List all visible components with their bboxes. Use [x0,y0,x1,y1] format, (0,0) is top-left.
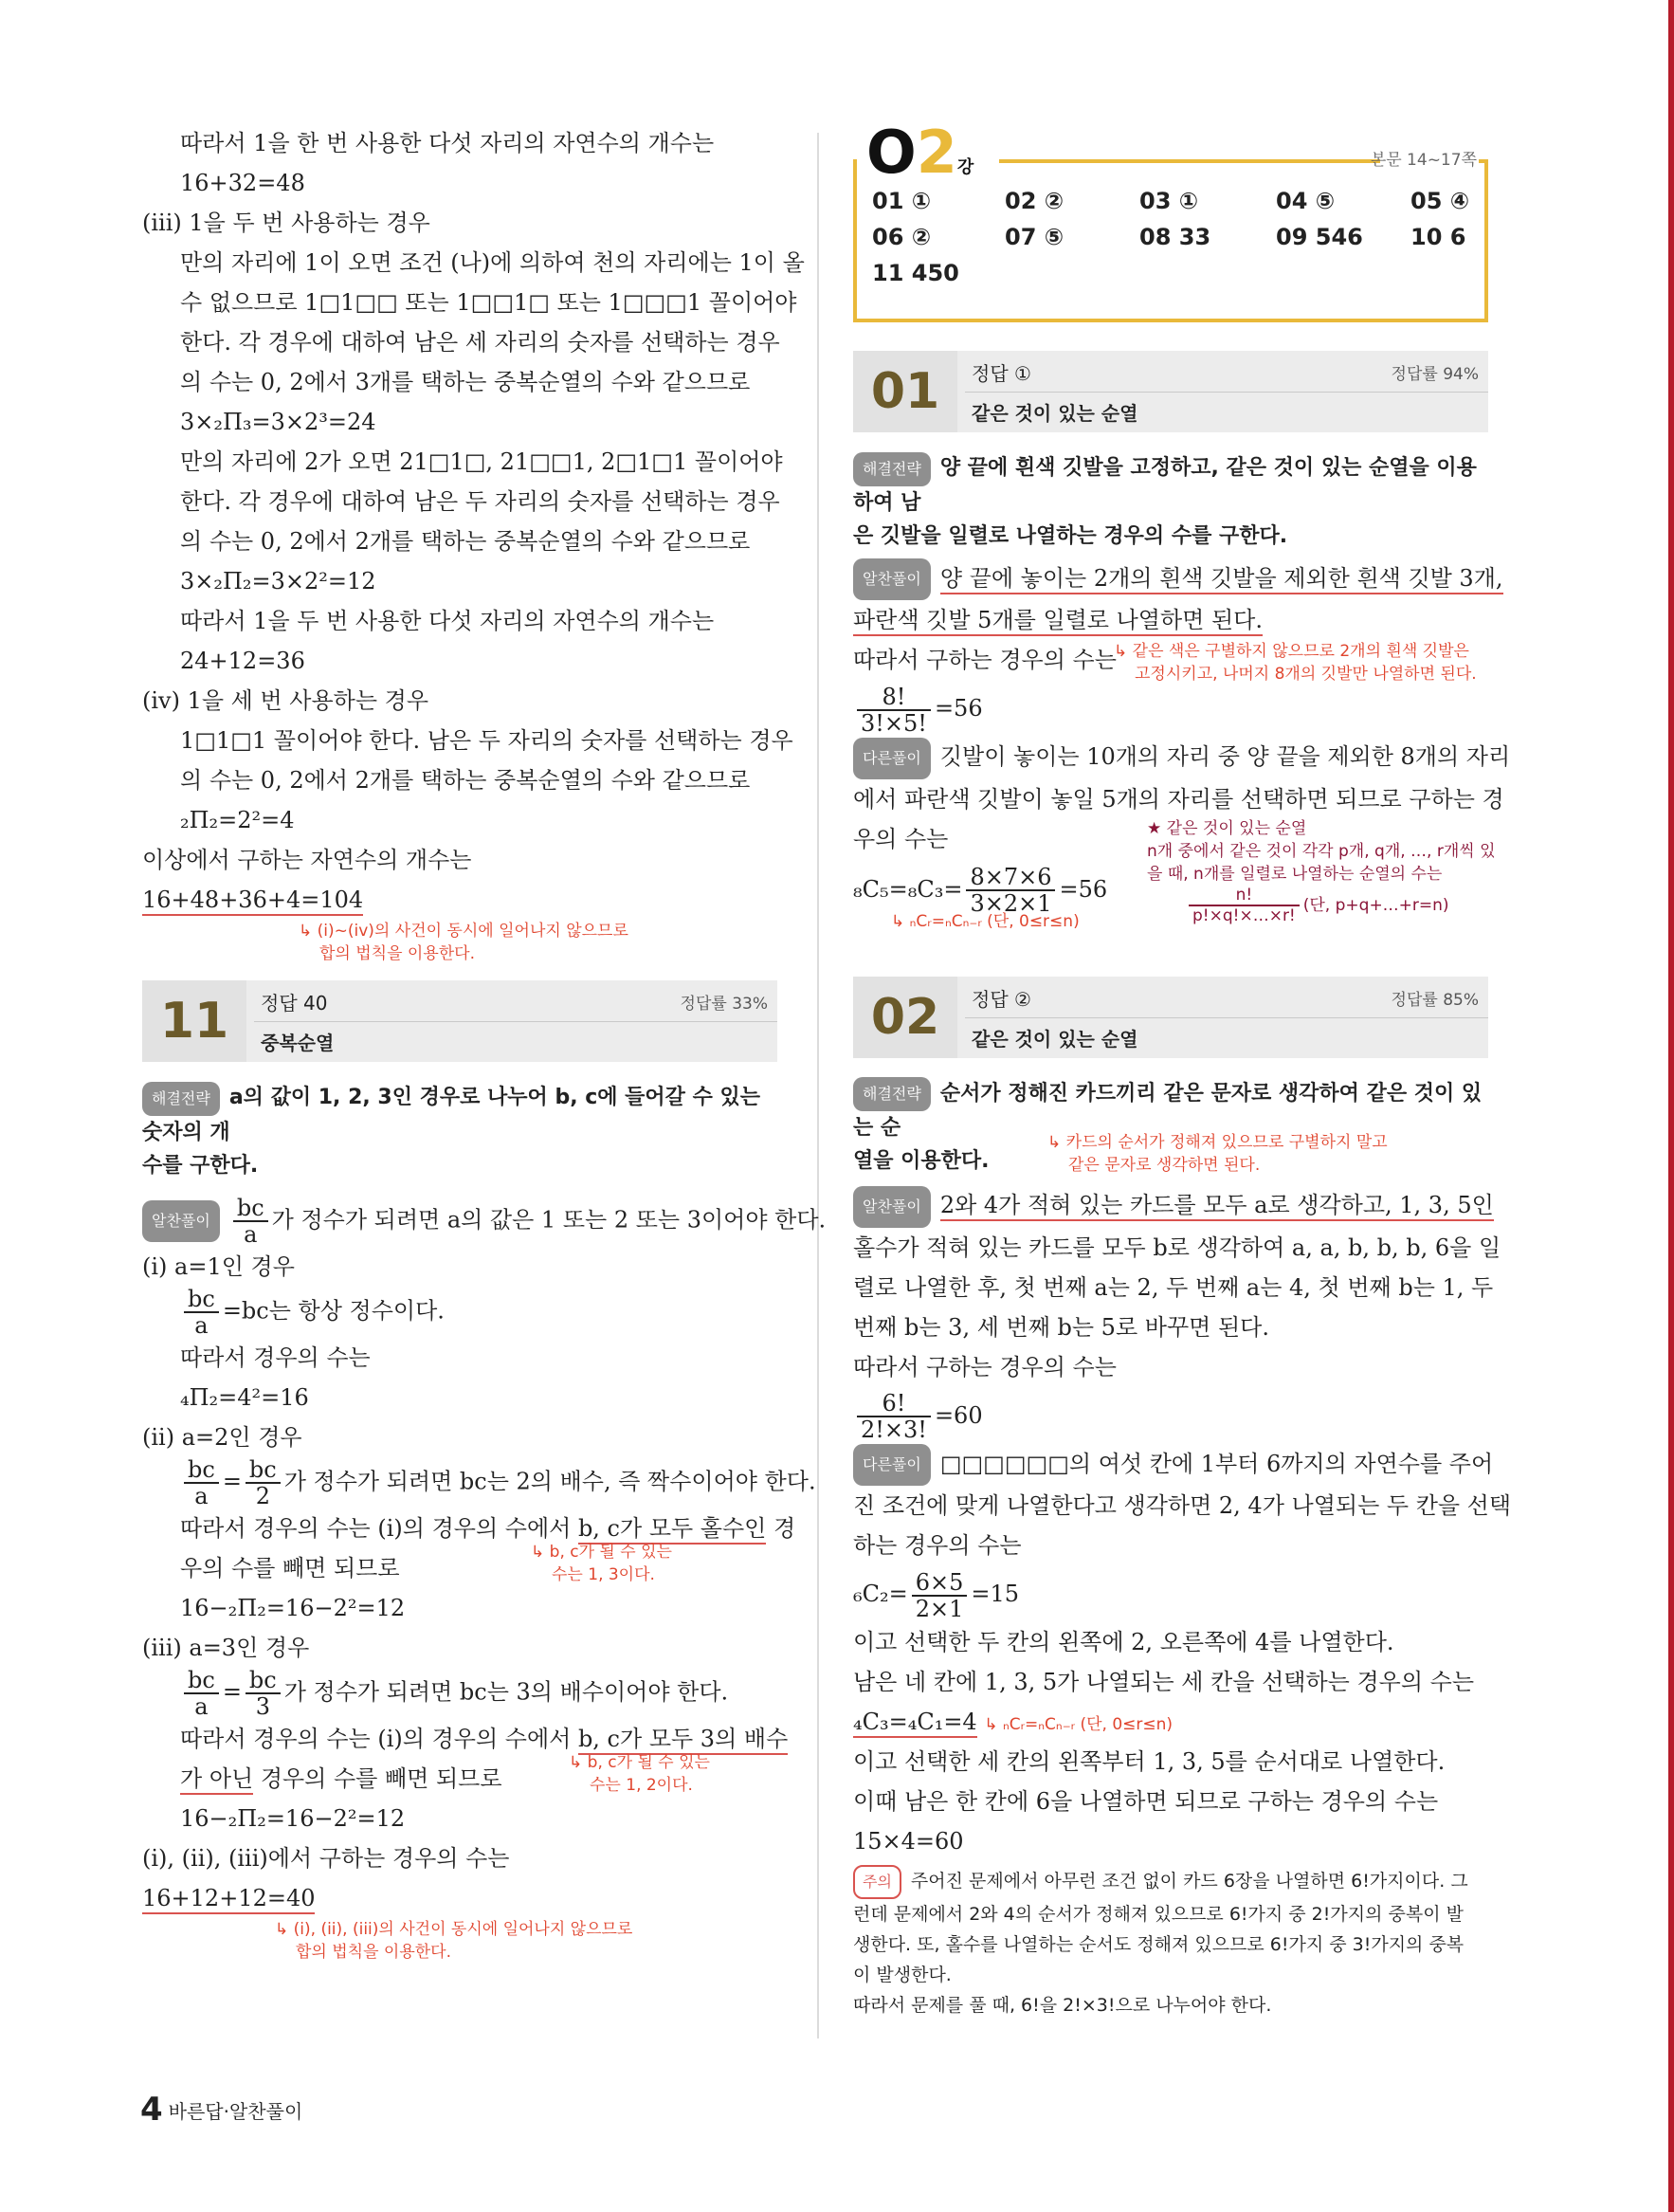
comb-note: ↳ ₙCᵣ=ₙCₙ₋ᵣ (단, 0≤r≤n) [891,911,1080,931]
text-line: 이고 선택한 세 칸의 왼쪽부터 1, 3, 5를 순서대로 나열한다. [853,1748,1446,1775]
note-final: ↳ (i), (ii), (iii)의 사건이 동시에 일어나지 않으므로 합의 법칙을 이용한다. [275,1919,633,1962]
answer-label: 정답 ② [972,987,1031,1011]
strategy-text: 양 끝에 흰색 깃발을 고정하고, 같은 것이 있는 순열을 이용하여 남 [853,456,1477,515]
answer-item: 06 ② [872,224,932,250]
question-11-header [142,980,777,1062]
strategy-text: 은 깃발을 일렬로 나열하는 경우의 수를 구한다. [853,523,1288,548]
text-line: 에서 파란색 깃발이 놓일 5개의 자리를 선택하면 되므로 구하는 경 [853,785,1504,813]
note-104: ↳ (i)~(iv)의 사건이 동시에 일어나지 않으므로 합의 법칙을 이용한다. [299,922,628,963]
strategy-text: a의 값이 1, 2, 3인 경우로 나누어 b, c에 들어갈 수 있는 숫자의 개 [142,1086,760,1144]
answer-key-box [853,118,1488,322]
answer-item: 03 ① [1139,188,1199,214]
column-divider [817,133,819,2038]
text-line: 만의 자리에 2가 오면 21□1□, 21□□1, 2□1□1 꼴이어야 [180,448,783,475]
page-reference: 본문 14~17쪽 [1370,151,1477,170]
topic-label: 중복순열 [261,1032,335,1054]
question-number: 01 [853,351,957,432]
answer-item: 01 ① [872,188,932,214]
text-line: 3×₂Π₃=3×2³=24 [180,409,376,435]
answer-item: 05 ④ [1410,188,1470,214]
caution-text: 런데 문제에서 2와 4의 순서가 정해져 있으므로 6!가지 중 2!가지의 중복이 발 [853,1904,1464,1925]
strategy-tag: 해결전략 [853,1077,931,1111]
answer-item: 11 450 [872,260,959,286]
text-line: 수 없으므로 1□1□□ 또는 1□□1□ 또는 1□□□1 꼴이어야 [180,289,797,316]
correct-rate: 정답률 94% [1391,365,1479,384]
text-line: 우의 수는 [853,825,949,852]
underlined-text: 2와 4가 적혀 있는 카드를 모두 a로 생각하고, 1, 3, 5인 [940,1191,1494,1221]
text-line: =56 [934,695,983,722]
text-line: 의 수는 0, 2에서 2개를 택하는 중복순열의 수와 같으므로 [180,528,751,555]
question-number: 02 [853,977,957,1058]
text-line: 하는 경우의 수는 [853,1532,1022,1559]
text-line: 진 조건에 맞게 나열한다고 생각하면 2, 4가 나열되는 두 칸을 선택 [853,1492,1512,1519]
question-number: 11 [142,980,246,1062]
right-column: O2강 본문 14~17쪽 01 ① 02 ② 03 ① 04 ⑤ 05 ④ 06 ② 07 ⑤ 08 33 09 546 10 6 11 450 01 정답 ① 정답률 94% 같은 것이 있는 순열 해결전략 양 끝에 흰색 깃발을 고정하고, 같은 것이 있는 순열을 이용하여 남 은 깃발을 일렬로 나열하는 경우의 수를 구한다. 알찬풀이 양 끝에 놓이는 2개의 흰색 깃발을 제외한 흰색 깃발 3개, 파란색 깃발 5개를 일렬로 나열하면 된다. 따라서 구하는 경우의 수는 ↳ 같은 색은 구별하지 않으므로 2개의 흰색 깃발은 고정시키고, 나머지 8개의 깃발만 나열하면 된다. $\frac{8!}{3!\times 5!}$ =56 다른풀이 깃발이 놓이는 10개의 자리 중 양 끝을 제외한 8개의 자리 에서 파란색 깃발이 놓일 5개의 자리를 선택하면 되므로 구하는 경 우의 수는 ★ 같은 것이 있는 순열 n개 중에서 같은 것이 각각 p개, q개, …, r개씩 있 을 때, n개를 일렬로 나열하는 순열의 수는 $\frac{n!}{p!\times q!\times\dots\times r!}$ (단, p+q+…+r=n) ₈C₅=₈C₃= $\frac{8\times 7\times 6}{3\times 2\times 1}$ =56 ↳ ₙCᵣ=ₙCₙ₋ᵣ (단, 0≤r≤n) 02 정답 ② 정답률 85% 같은 것이 있는 순열 해결전략 순서가 정해진 카드끼리 같은 문자로 생각하여 같은 것이 있는 순 열을 이용한다. ↳ 카드의 순서가 정해져 있으므로 구별하지 말고 같은 문자로 생각하면 된다. 알찬풀이 2와 4가 적혀 있는 카드를 모두 a로 생각하고, 1, 3, 5인 홀수가 적혀 있는 카드를 모두 b로 생각하여 a, a, b, b, b, 6을 일 렬로 나열한 후, 첫 번째 a는 2, 두 번째 a는 4, 첫 번째 b는 1, 두 번째 b는 3, 세 번째 b는 5로 바꾸면 된다. 따라서 구하는 경우의 수는 $\frac{6!}{2!\times 3!}$ =60 다른풀이 □□□□□□의 여섯 칸에 1부터 6까지의 자연수를 주어 진 조건에 맞게 나열한다고 생각하면 2, 4가 나열되는 두 칸을 선택 하는 경우의 수는 ₆C₂= $\frac{6\times 5}{2\times 1}$ =15 이고 선택한 두 칸의 왼쪽에 2, 오른쪽에 4를 나열한다. 남은 네 칸에 1, 3, 5가 나열되는 세 칸을 선택하는 경우의 수는 ₄C₃=₄C₁=4 ↳ ₙCᵣ=ₙCₙ₋ᵣ (단, 0≤r≤n) 이고 선택한 세 칸의 왼쪽부터 1, 3, 5를 순서대로 나열한다. 이때 남은 한 칸에 6을 나열하면 되므로 구하는 경우의 수는 15×4=60 주의 주어진 문제에서 아무런 조건 없이 카드 6장을 나열하면 6!가지이다. 그 런데 문제에서 2와 4의 순서가 정해져 있으므로 6!가지 중 2!가지의 중복이 발 생한다. 또, 홀수를 나열하는 순서도 정해져 있으므로 6!가지 중 3!가지의 중복 이 발생한다. 따라서 문제를 풀 때, 6!을 2!×3!으로 나누어야 한다. [853,140,1488,2020]
solution-tag: 알찬풀이 [142,1200,220,1242]
correct-rate: 정답률 85% [1391,990,1479,1010]
alternative-tag: 다른풀이 [853,738,931,779]
answer-item: 10 6 [1410,224,1466,250]
text-line: 따라서 구하는 경우의 수는 [853,647,1117,673]
question-01-header [853,351,1488,432]
underlined-text: ₄C₃=₄C₁=4 [853,1708,977,1738]
text-line: 의 수는 0, 2에서 3개를 택하는 중복순열의 수와 같으므로 [180,369,751,395]
underlined-text: 양 끝에 놓이는 2개의 흰색 깃발을 제외한 흰색 깃발 3개, [940,564,1503,594]
text-line: 깃발이 놓이는 10개의 자리 중 양 끝을 제외한 8개의 자리 [939,743,1511,770]
topic-label: 같은 것이 있는 순열 [972,402,1138,425]
note-c3: ↳ b, c가 될 수 있는 수는 1, 2이다. [569,1752,710,1795]
note-c2: ↳ b, c가 될 수 있는 수는 1, 3이다. [531,1542,672,1584]
text-line: 번째 b는 3, 세 번째 b는 5로 바꾸면 된다. [853,1313,1269,1341]
side-note: ★ 같은 것이 있는 순열 n개 중에서 같은 것이 각각 p개, q개, …, r개씩 있 을 때, n개를 일렬로 나열하는 순열의 수는 $\frac{n!}{p!\times q!\times\dots\times r!}$ (단, p+q+…+r=n) [1147,818,1496,925]
page-number: 4 [140,2091,163,2129]
page-footer [140,2091,302,2129]
fraction: $\frac{bc}{a}$ [233,1196,268,1247]
text-line: 따라서 1을 두 번 사용한 다섯 자리의 자연수의 개수는 [180,608,715,634]
answer-item: 09 546 [1276,224,1363,250]
answer-40: 16+12+12=40 [142,1884,315,1914]
underlined-text: b, c가 모두 3의 배수 [578,1725,788,1755]
question-02-header [853,977,1488,1058]
strategy-text: 수를 구한다. [142,1153,259,1178]
text-line: 15×4=60 [853,1828,964,1855]
text-line: 가 정수가 되려면 bc는 2의 배수, 즉 짝수이어야 한다. [283,1468,816,1494]
text-line: (iii) 1을 두 번 사용하는 경우 [142,210,430,236]
underlined-text: 파란색 깃발 5개를 일렬로 나열하면 된다. [853,606,1263,636]
underlined-text: 가 아닌 [180,1764,253,1795]
text-line: 따라서 구하는 경우의 수는 [853,1353,1117,1380]
caution-text: 따라서 문제를 풀 때, 6!을 2!×3!으로 나누어야 한다. [853,1995,1272,2016]
answer-item: 04 ⑤ [1276,188,1336,214]
text-line: 한다. 각 경우에 대하여 남은 두 자리의 숫자를 선택하는 경우 [180,488,780,515]
caution-text: 이 발생한다. [853,1965,952,1985]
answer-item: 02 ② [1005,188,1064,214]
text-line: 16−₂Π₂=16−2²=12 [180,1594,406,1621]
text-line: 가 정수가 되려면 bc는 3의 배수이어야 한다. [283,1678,729,1705]
answer-label: 정답 40 [261,992,328,1015]
underlined-text: b, c가 모두 홀수인 [578,1514,766,1545]
topic-label: 같은 것이 있는 순열 [972,1027,1138,1051]
text-line: 24+12=36 [180,648,305,674]
comb-note: ↳ ₙCᵣ=ₙCₙ₋ᵣ (단, 0≤r≤n) [984,1715,1174,1734]
answer-item: 07 ⑤ [1005,224,1064,250]
left-column: 따라서 1을 한 번 사용한 다섯 자리의 자연수의 개수는 16+32=48 (iii) 1을 두 번 사용하는 경우 만의 자리에 1이 오면 조건 (나)에 의하여 천의 자리에는 1이 올 수 없으므로 1□1□□ 또는 1□□1□ 또는 1□□□1 꼴이어야 한다. 각 경우에 대하여 남은 세 자리의 숫자를 선택하는 경우 의 수는 0, 2에서 3개를 택하는 중복순열의 수와 같으므로 3×₂Π₃=3×2³=24 만의 자리에 2가 오면 21□1□, 21□□1, 2□1□1 꼴이어야 한다. 각 경우에 대하여 남은 두 자리의 숫자를 선택하는 경우 의 수는 0, 2에서 2개를 택하는 중복순열의 수와 같으므로 3×₂Π₂=3×2²=12 따라서 1을 두 번 사용한 다섯 자리의 자연수의 개수는 24+12=36 (iv) 1을 세 번 사용하는 경우 1□1□1 꼴이어야 한다. 남은 두 자리의 숫자를 선택하는 경우 의 수는 0, 2에서 2개를 택하는 중복순열의 수와 같으므로 ₂Π₂=2²=4 이상에서 구하는 자연수의 개수는 16+48+36+4=104 ↳ (i)~(iv)의 사건이 동시에 일어나지 않으므로 합의 법칙을 이용한다. 11 정답 40 정답률 33% 중복순열 해결전략 a의 값이 1, 2, 3인 경우로 나누어 b, c에 들어갈 수 있는 숫자의 개 수를 구한다. 알찬풀이 $\frac{bc}{a}$ 가 정수가 되려면 a의 값은 1 또는 2 또는 3이어야 한다. (i) a=1인 경우 $\frac{bc}{a}$ =bc는 항상 정수이다. 따라서 경우의 수는 ₄Π₂=4²=16 (ii) a=2인 경우 $\frac{bc}{a}$ = $\frac{bc}{2}$ 가 정수가 되려면 bc는 2의 배수, 즉 짝수이어야 한다. 따라서 경우의 수는 (i)의 경우의 수에서 b, c가 모두 홀수인 경 우의 수를 빼면 되므로 ↳ b, c가 될 수 있는 수는 1, 3이다. 16−₂Π₂=16−2²=12 (iii) a=3인 경우 $\frac{bc}{a}$ = $\frac{bc}{3}$ 가 정수가 되려면 bc는 3의 배수이어야 한다. 따라서 경우의 수는 (i)의 경우의 수에서 b, c가 모두 3의 배수 가 아닌 경우의 수를 빼면 되므로 ↳ b, c가 될 수 있는 수는 1, 2이다. 16−₂Π₂=16−2²=12 (i), (ii), (iii)에서 구하는 경우의 수는 16+12+12=40 ↳ (i), (ii), (iii)의 사건이 동시에 일어나지 않으므로 합의 법칙을 이용한다. [142,123,777,1964]
text-line: 3×₂Π₂=3×2²=12 [180,568,376,594]
text-line: (i), (ii), (iii)에서 구하는 경우의 수는 [142,1844,510,1872]
text-line: 렬로 나열한 후, 첫 번째 a는 2, 두 번째 a는 4, 첫 번째 b는 1, 두 [853,1273,1494,1301]
case-1-heading: (i) a=1인 경우 [142,1252,295,1280]
text-line: 따라서 경우의 수는 [180,1344,371,1371]
text-line: 홀수가 적혀 있는 카드를 모두 b로 생각하여 a, a, b, b, b, 6을 일 [853,1234,1501,1261]
strategy-tag: 해결전략 [853,452,931,486]
text-line: 한다. 각 경우에 대하여 남은 세 자리의 숫자를 선택하는 경우 [180,329,780,356]
strategy-note: ↳ 카드의 순서가 정해져 있으므로 구별하지 말고 같은 문자로 생각하면 된다. [1047,1133,1388,1175]
text-line: 이고 선택한 두 칸의 왼쪽에 2, 오른쪽에 4를 나열한다. [853,1629,1394,1655]
case-3-heading: (iii) a=3인 경우 [142,1634,310,1661]
text-line: 16+32=48 [180,170,305,196]
solution-tag: 알찬풀이 [853,1186,931,1228]
correct-rate: 정답률 33% [680,995,768,1014]
strategy-text: 열을 이용한다. [853,1149,990,1173]
text-line: 따라서 1을 한 번 사용한 다섯 자리의 자연수의 개수는 [180,130,715,156]
text-line: 우의 수를 빼면 되므로 [180,1554,400,1581]
answer-item: 08 33 [1139,224,1211,250]
chapter-logo: O2강 [866,118,974,187]
text-line: 남은 네 칸에 1, 3, 5가 나열되는 세 칸을 선택하는 경우의 수는 [853,1669,1475,1695]
text-line: ₂Π₂=2²=4 [180,807,295,833]
text-line: 만의 자리에 1이 오면 조건 (나)에 의하여 천의 자리에는 1이 올 [180,249,805,276]
text-line: 16−₂Π₂=16−2²=12 [180,1804,406,1832]
text-line: □□□□□□의 여섯 칸에 1부터 6까지의 자연수를 주어 [939,1450,1494,1477]
text-line: 이상에서 구하는 자연수의 개수는 [142,847,472,873]
text-line: 1□1□1 꼴이어야 한다. 남은 두 자리의 숫자를 선택하는 경우 [180,727,793,754]
caution-text: 주어진 문제에서 아무런 조건 없이 카드 6장을 나열하면 6!가지이다. 그 [910,1871,1468,1892]
page-edge-bar [1668,0,1674,2212]
case-2-heading: (ii) a=2인 경우 [142,1423,302,1451]
alternative-tag: 다른풀이 [853,1444,931,1486]
text-line: =bc는 항상 정수이다. [222,1297,445,1324]
caution-text: 생한다. 또, 홀수를 나열하는 순서도 정해져 있으므로 6!가지 중 3!가지의 중복 [853,1934,1465,1955]
text-line: ₈C₅=₈C₃= [853,875,963,903]
note-s3: ↳ 같은 색은 구별하지 않으므로 2개의 흰색 깃발은 고정시키고, 나머지 8개의 깃발만 나열하면 된다. [1114,642,1477,684]
text-line: (iv) 1을 세 번 사용하는 경우 [142,687,429,714]
footer-title: 바른답·알찬풀이 [168,2099,303,2123]
strategy-text: 순서가 정해진 카드끼리 같은 문자로 생각하여 같은 것이 있는 순 [853,1081,1483,1140]
text-line: 이때 남은 한 칸에 6을 나열하면 되므로 구하는 경우의 수는 [853,1788,1439,1815]
strategy-tag: 해결전략 [142,1082,220,1116]
answer-104: 16+48+36+4=104 [142,886,363,916]
text-line: 의 수는 0, 2에서 2개를 택하는 중복순열의 수와 같으므로 [180,767,751,794]
text-line: 가 정수가 되려면 a의 값은 1 또는 2 또는 3이어야 한다. [271,1206,827,1233]
answer-label: 정답 ① [972,362,1031,385]
text-line: ₄Π₂=4²=16 [180,1383,309,1411]
solution-tag: 알찬풀이 [853,558,931,600]
caution-tag: 주의 [853,1865,901,1899]
